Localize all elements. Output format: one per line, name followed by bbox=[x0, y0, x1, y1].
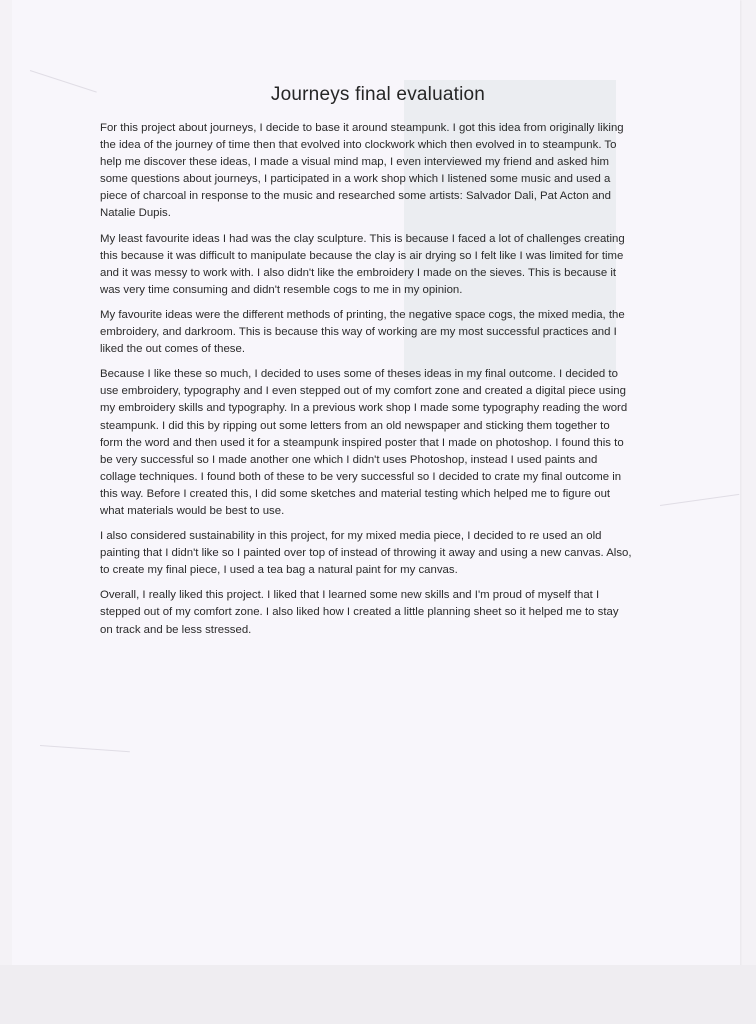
paragraph-sustainability: I also considered sustainability in this project, for my mixed media piece, I decided to re used an old painting that I didn't like so I painted over top of instead of throwing it away and using a new canvas. Also, to create my final piece, I used a tea bag a natural paint for my canvas. bbox=[100, 530, 632, 577]
paragraph-least-favourite: My least favourite ideas I had was the clay sculpture. This is because I faced a lot of challenges creating this because it was difficult to manipulate because the clay is air drying so I felt like I was limited for time and it was messy to work with. I also didn't like the embroidery I made on the sieves. This is because it was very time consuming and didn't resemble cogs to me in my opinion. bbox=[100, 232, 625, 296]
document-body bbox=[100, 120, 632, 647]
paragraph-overall: Overall, I really liked this project. I liked that I learned some new skills and I'm proud of myself that I stepped out of my comfort zone. I also liked how I created a little planning sheet so it helped me to stay on track and be less stressed. bbox=[100, 589, 619, 636]
paragraph-introduction: For this project about journeys, I decide to base it around steampunk. I got this idea from originally liking the idea of the journey of time then that evolved into clockwork which then evolved in to steampunk. To help me discover these ideas, I made a visual mind map, I even interviewed my friend and asked him some questions about journeys, I participated in a work shop which I listened some music and used a piece of charcoal in response to the music and researched some artists: Salvador Dali, Pat Acton and Natalie Dupis. bbox=[100, 122, 624, 220]
document-title: Journeys final evaluation bbox=[270, 84, 486, 105]
scan-bottom-edge bbox=[0, 965, 756, 1024]
paragraph-final-outcome: Because I like these so much, I decided to uses some of theses ideas in my final outcome. I decided to use embroidery, typography and I even stepped out of my comfort zone and created a digital piece using my embroidery skills and typography. In a previous work shop I made some typography reading the word steampunk. I did this by ripping out some letters from an old newspaper and sticking them together to form the word and then used it for a steampunk inspired poster that I made on photoshop. I found this to be very successful so I made another one which I didn't uses Photoshop, instead I used paints and collage techniques. I found both of these to be very successful so I decided to crate my final outcome in this way. Before I created this, I did some sketches and material testing which helped me to figure out what materials would be best to use. bbox=[100, 368, 628, 517]
paragraph-favourite: My favourite ideas were the different methods of printing, the negative space cogs, the mixed media, the embroidery, and darkroom. This is because this way of working are my most successful practices and I liked the out comes of these. bbox=[100, 308, 625, 356]
